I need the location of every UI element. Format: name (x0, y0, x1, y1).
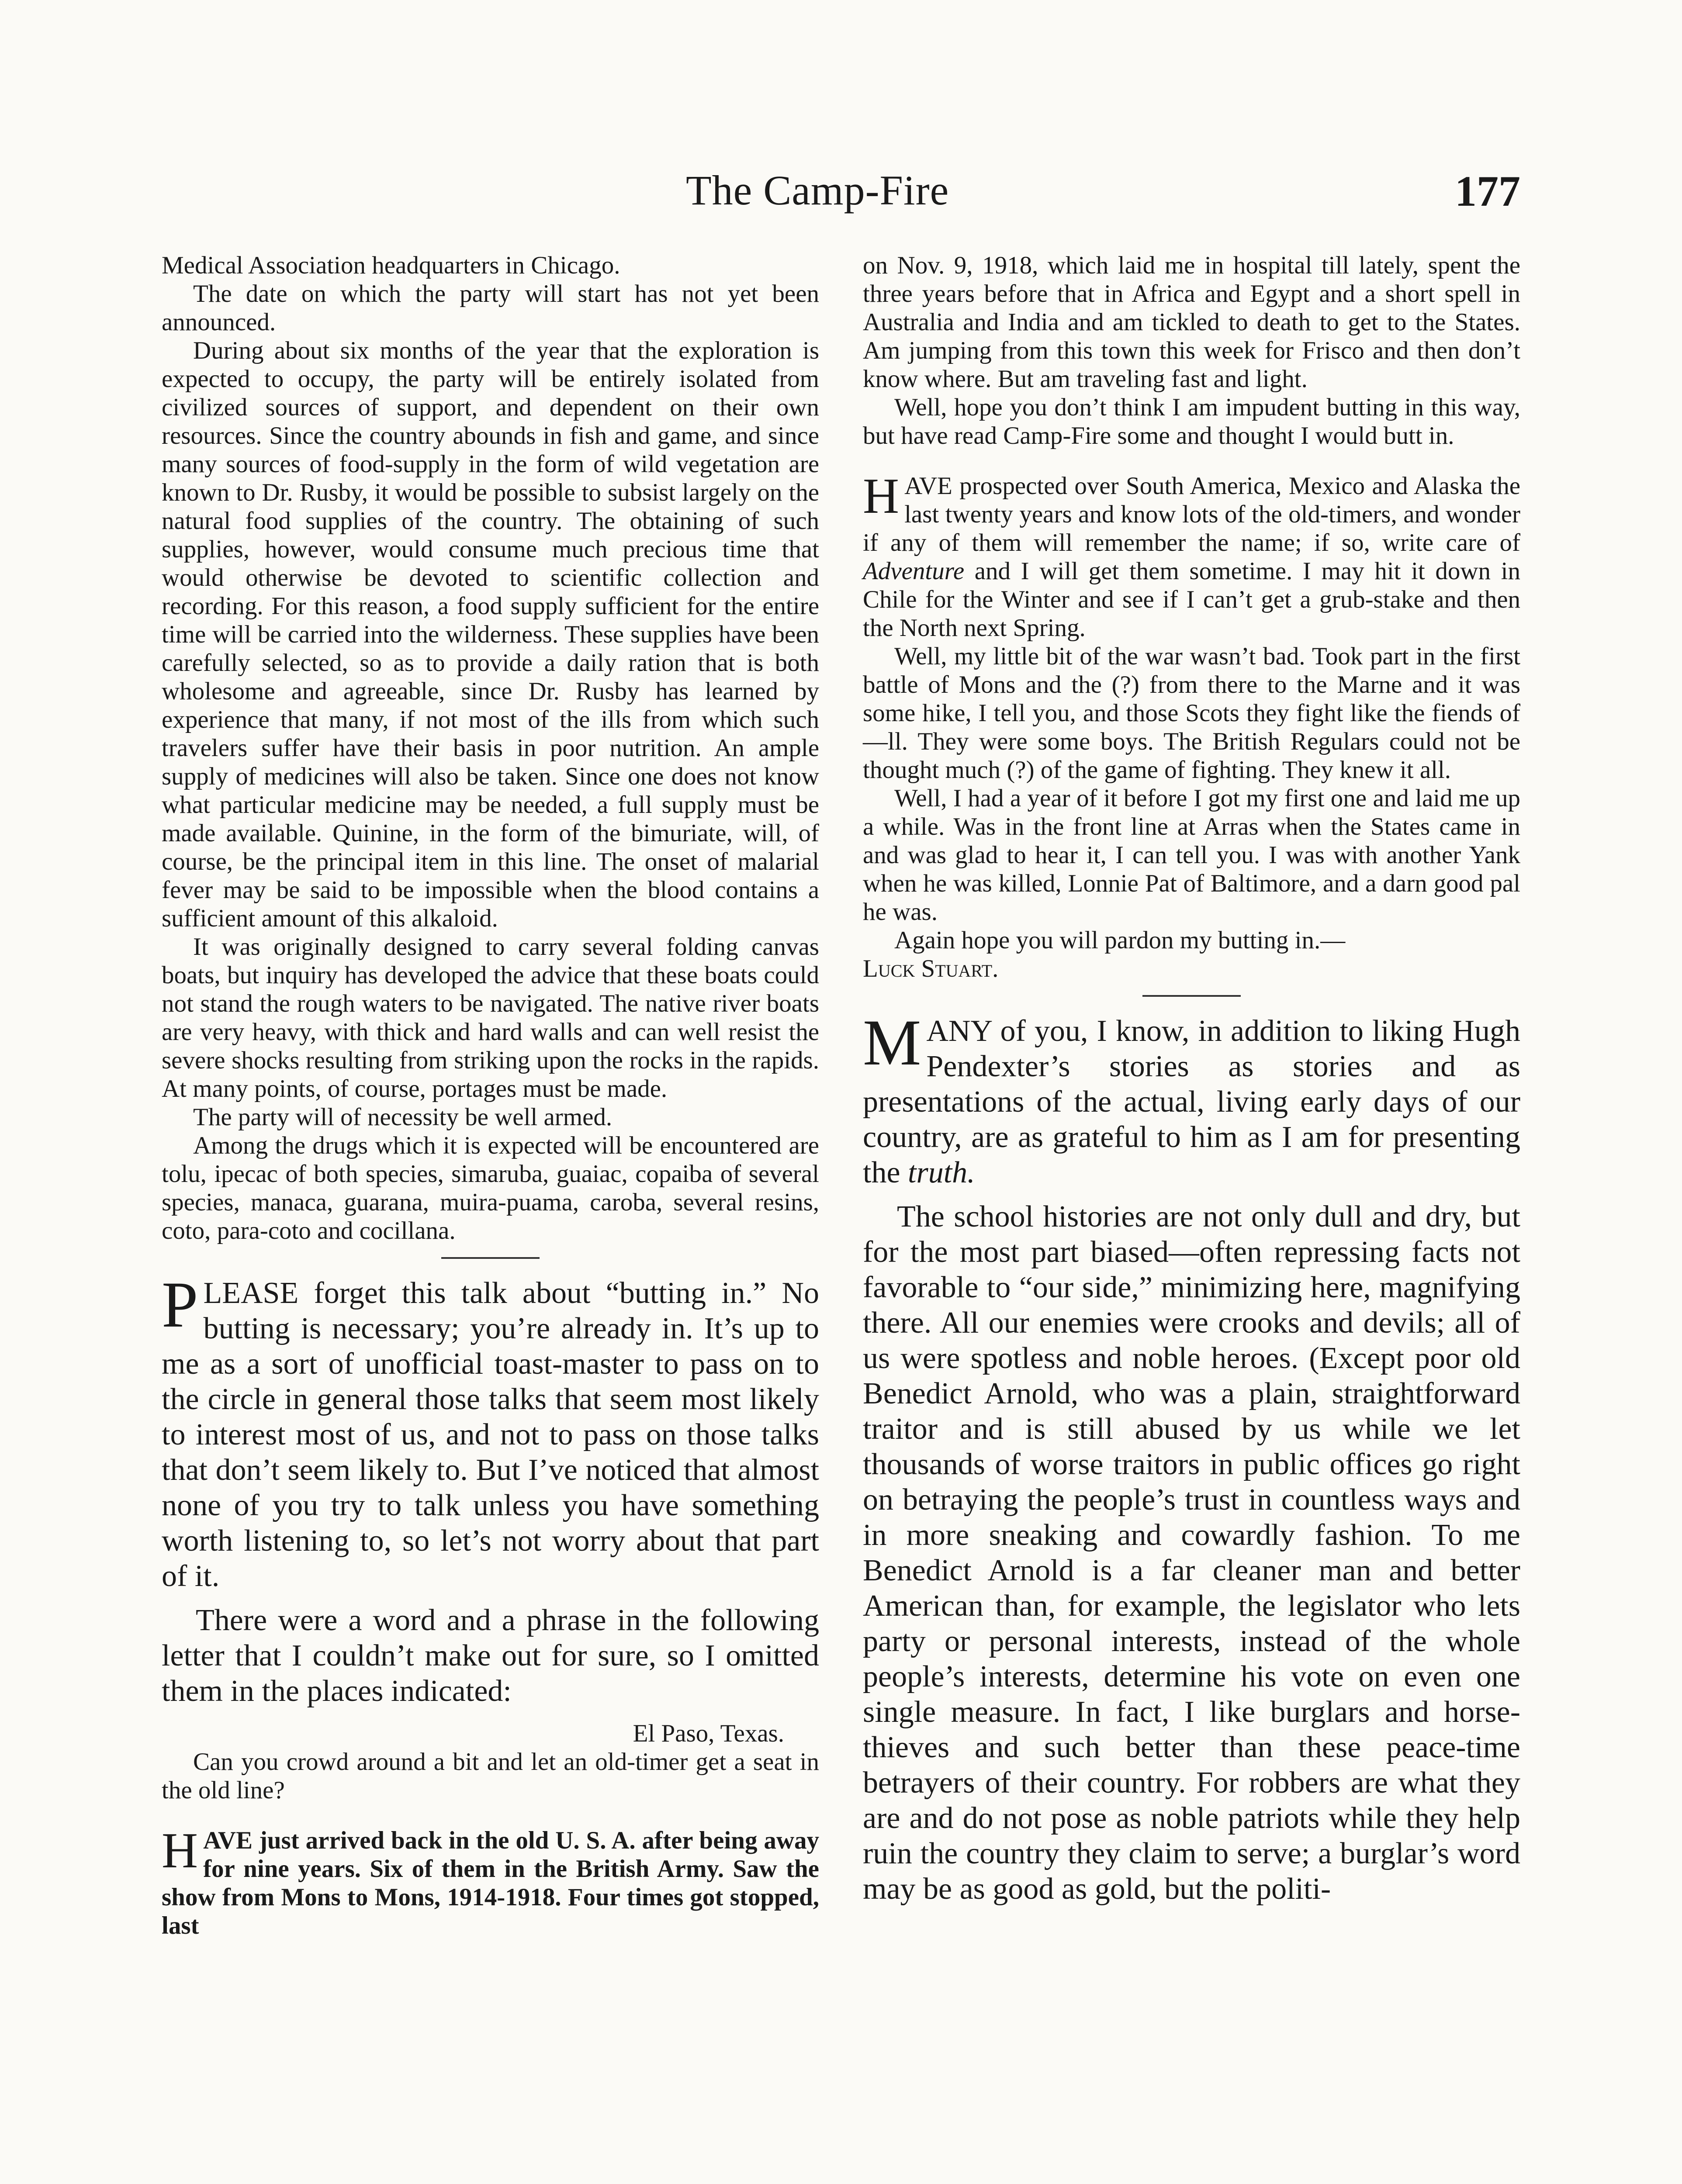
paragraph: During about six months of the year that the exploration is expected to occupy, the party will be entirely isolated from civilized sources of support, and dependent on their own resources. Since the country abounds in fish and game, and since many sources of food-supply in the form of wild vegetation are known to Dr. Rusby, it would be possible to subsist largely on the natural food supplies of the country. The obtaining of such supplies, however, would consume much precious time that would otherwise be devoted to scientific collection and recording. For this reason, a food supply sufficient for the entire time will be carried into the wilderness. These supplies have been carefully selected, so as to provide a daily ration that is both wholesome and agreeable, since Dr. Rusby has learned by experience that many, if not most of the ills from which such travelers suffer have their basis in poor nutrition. An ample supply of medicines will also be taken. Since one does not know what particular medicine may be needed, a full supply must be made available. Quinine, in the form of the bimuriate, will, of course, be the principal item in this line. The onset of malarial fever may be said to be impossible when the blood contains a sufficient amount of this alkaloid. (162, 337, 819, 932)
paragraph: Well, I had a year of it before I got my first one and laid me up a while. Was in the front line at Arras when the States came in and was glad to hear it, I can tell you. I was with another Yank when he was killed, Lonnie Pat of Baltimore, and a darn good pal he was. (863, 784, 1520, 926)
paragraph-text: and I will get them sometime. I may hit it down in Chile for the Winter and see if I can’t get a grub-stake and then the North next Spring. (863, 557, 1520, 642)
signature: Luck Stuart. (863, 955, 999, 982)
page-number: 177 (1455, 167, 1520, 215)
paragraph-text: AVE just arrived back in the old U. S. A. after being away for nine years. Six of them in the British Army. Saw the show from Mons to Mons, 1914-1918. Four times got stopped, last (162, 1827, 819, 1939)
paragraph: Well, hope you don’t think I am impudent butting in this way, but have read Camp-Fire some and thought I would butt in. (863, 394, 1520, 449)
running-header (0, 166, 1682, 218)
magazine-name: Adventure (863, 557, 965, 585)
drop-cap: P (162, 1268, 198, 1341)
drop-cap: H (863, 468, 900, 524)
letter-place: El Paso, Texas. (633, 1720, 784, 1747)
right-column (863, 251, 1520, 1907)
paragraph-text: AVE prospected over South America, Mexico and Alaska the last twenty years and know lots of the old-timers, and wonder if any of them will remember the name; if so, write care of (863, 472, 1520, 556)
paragraph-text: LEASE forget this talk about “butting in.” No butting is necessary; you’re already in. It’s up to me as a sort of unofficial toast-master to pass on to the circle in general those talks that seem most likely to interest most of us, and not to pass on those talks that don’t seem likely to. But I’ve noticed that almost none of you try to talk unless you have something worth listening to, so let’s not worry about that part of it. (162, 1276, 819, 1593)
paragraph: Medical Association headquarters in Chicago. (162, 252, 620, 279)
paragraph: The date on which the party will start has not yet been announced. (162, 280, 819, 336)
paragraph (863, 1006, 1520, 1190)
paragraph: on Nov. 9, 1918, which laid me in hospital till lately, spent the three years before that in Africa and Egypt and a short spell in Australia and India and am tickled to death to get to the States. Am jumping from this town this week for Frisco and then don’t know where. But am traveling fast and light. (863, 252, 1520, 393)
paragraph: It was originally designed to carry several folding canvas boats, but inquiry has developed the advice that these boats could not stand the rough waters to be navigated. The native river boats are very heavy, with thick and hard walls and can well resist the severe shocks resulting from striking upon the rocks in the rapids. At many points, of course, portages must be made. (162, 933, 819, 1102)
drop-cap: M (863, 1006, 921, 1079)
paragraph (162, 1823, 819, 1940)
paragraph (162, 1268, 819, 1594)
drop-cap: H (162, 1823, 198, 1878)
section-divider (1142, 995, 1241, 997)
paragraph (863, 468, 1520, 642)
paragraph: Can you crowd around a bit and let an old-timer get a seat in the old line? (162, 1748, 819, 1804)
paragraph: Again hope you will pardon my butting in.— (894, 926, 1346, 954)
section-title: The Camp-Fire (686, 167, 949, 214)
letter (162, 1719, 819, 1940)
paragraph: The party will of necessity be well armed. (193, 1103, 613, 1131)
left-column (162, 251, 819, 1940)
expedition-article (162, 251, 819, 1245)
paragraph: There were a word and a phrase in the following letter that I couldn’t make out for sure, so I omitted them in the places indicated: (162, 1603, 819, 1708)
editor-essay (863, 1006, 1520, 1907)
editor-note (162, 1268, 819, 1709)
paragraph-text: ANY of you, I know, in addition to liking Hugh Pendexter’s stories as stories and as presentations of the actual, living early days of our country, are as grateful to him as I am for presenting the (863, 1014, 1520, 1189)
paragraph: The school histories are not only dull and dry, but for the most part biased—often repressing facts not favorable to “our side,” minimizing here, magnifying there. All our enemies were crooks and devils; all of us were spotless and noble heroes. (Except poor old Benedict Arnold, who was a plain, straightforward traitor and is still abused by us while we let thousands of worse traitors in public offices go right on betraying the people’s trust in countless ways and in more sneaking and cowardly fashion. To me Benedict Arnold is a far cleaner man and better American than, for example, the legislator who lets party or personal interests, instead of the whole people’s interests, determine his vote on even one single measure. In fact, I like burglars and horse-thieves and such better than these peace-time betrayers of their country. For robbers are what they are and do not pose as noble patriots while they help ruin the country they claim to serve; a burglar’s word may be as good as gold, but the politi- (863, 1200, 1520, 1906)
emphasis: truth. (908, 1156, 975, 1189)
letter-continued (863, 251, 1520, 983)
section-divider (441, 1257, 540, 1259)
paragraph: Well, my little bit of the war wasn’t bad. Took part in the first battle of Mons and the (?) from there to the Marne and it was some hike, I tell you, and those Scots they fight like the fiends of —ll. They were some boys. The British Regulars could not be thought much (?) of the game of fighting. They knew it all. (863, 643, 1520, 784)
paragraph: Among the drugs which it is expected will be encountered are tolu, ipecac of both species, simaruba, guaiac, copaiba of several species, manaca, guarana, muira-puama, caroba, several resins, coto, para-coto and cocillana. (162, 1132, 819, 1244)
